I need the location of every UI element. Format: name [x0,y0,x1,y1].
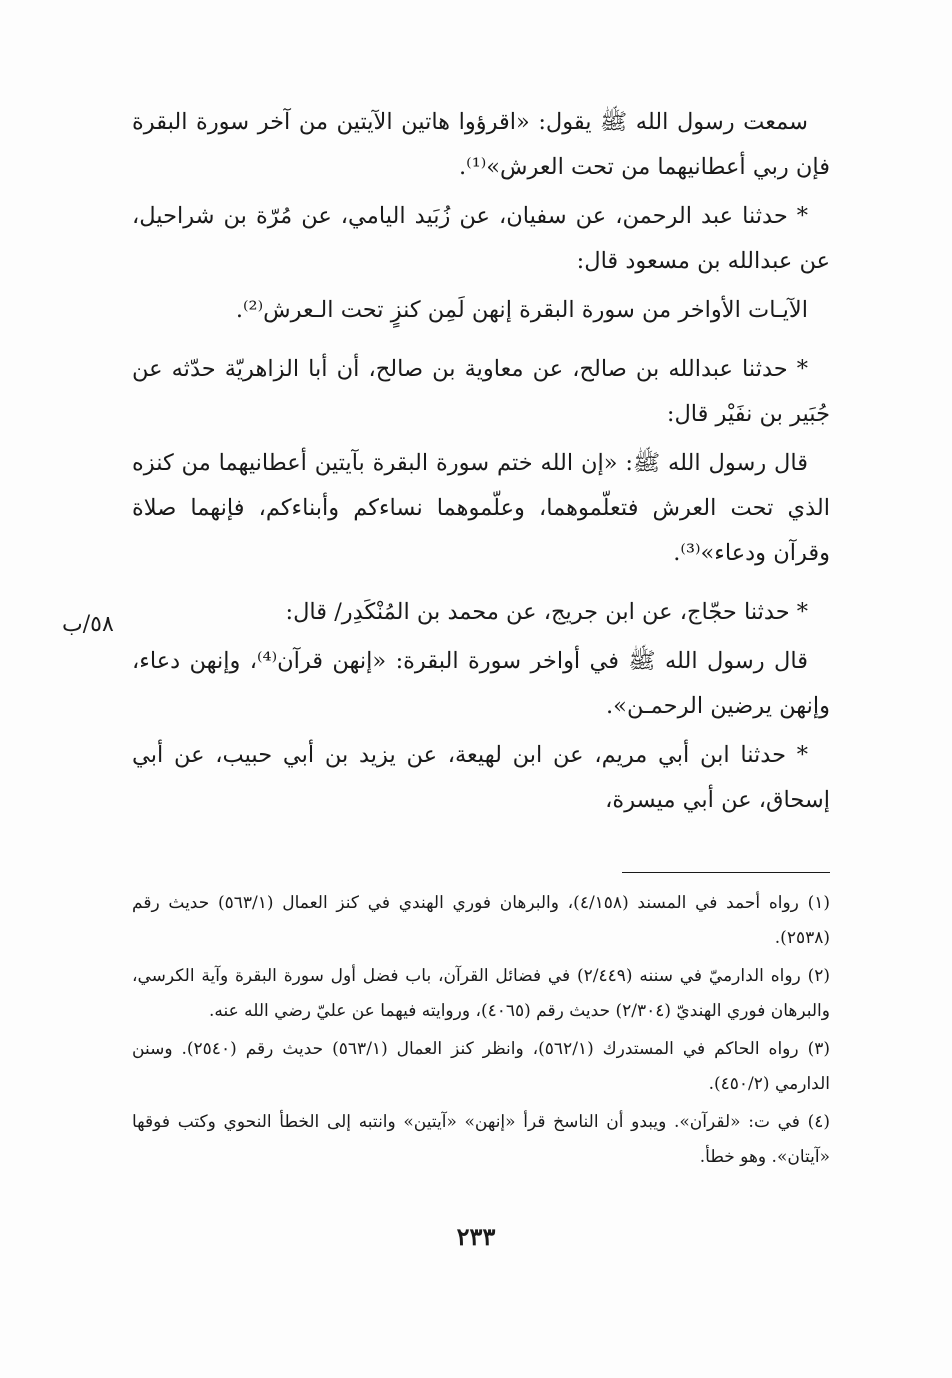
paragraph-2-text: * حدثنا عبد الرحمن، عن سفيان، عن زُبَيد اليامي، عن مُرّة بن شراحيل، عن عبدالله بن مسعود قال: [132,203,830,274]
paragraph-7 [132,639,830,729]
paragraph-3-text: الآيـات الأواخر من سورة البقرة إنهن لَمِن كنزٍ تحت الـعرش⁽²⁾. [235,297,808,323]
paragraph-5 [132,441,830,576]
paragraph-4-text: * حدثنا عبدالله بن صالح، عن معاوية بن صالح، أن أبا الزاهريّة حدّثه عن جُبَير بن نفَيْر قال: [132,356,830,427]
footnote-3: (٣) رواه الحاكم في المستدرك (٥٦٢/١)، وانظر كنز العمال (٥٦٣/١) حديث رقم (٢٥٤٠). وسنن الدارمي (٤٥٠/٢). [132,1039,830,1094]
page-number: ٢٣٣ [456,1222,496,1251]
paragraph-6-text: * حدثنا حجّاج، عن ابن جريج، عن محمد بن المُنْكَدِر/ قال: [285,599,808,625]
footnote-separator [622,872,830,873]
paragraph-1-text: سمعت رسول الله ﷺ يقول: «اقرؤوا هاتين الآيتين من آخر سورة البقرة فإن ربي أعطانيهما من تحت العرش»⁽¹⁾. [132,109,830,180]
paragraph-3 [132,288,830,333]
paragraph-8 [132,733,830,823]
footnotes [132,886,830,1178]
paragraph-7-text: قال رسول الله ﷺ في أواخر سورة البقرة: «إنهن قرآن⁽⁴⁾، وإنهن دعاء، وإنهن يرضين الرحمـن». [132,648,830,719]
paragraph-4 [132,347,830,437]
manuscript-folio-marker: ٥٨/ب [62,612,114,637]
paragraph-6 [132,590,830,635]
paragraph-2 [132,194,830,284]
paragraph-1 [132,100,830,190]
main-text [132,100,830,827]
paragraph-8-text: * حدثنا ابن أبي مريم، عن ابن لهيعة، عن يزيد بن أبي حبيب، عن أبي إسحاق، عن أبي ميسرة، [132,742,830,813]
footnote-1: (١) رواه أحمد في المسند (٤/١٥٨)، والبرهان فوري الهندي في كنز العمال (٥٦٣/١) حديث رقم (٢٥٣٨). [132,893,831,948]
paragraph-5-text: قال رسول الله ﷺ: «إن الله ختم سورة البقرة بآيتين أعطانيهما من كنزه الذي تحت العرش فتعلّموهما، وعلّموهما نساءكم وأبناءكم، فإنهما صلاة وقرآن ودعاء»⁽³⁾. [132,450,830,566]
footnote-4: (٤) في ت: «لقرآن». ويبدو أن الناسخ قرأ «إنهن» «آيتين» وانتبه إلى الخطأ النحوي وكتب فوقها «آيتان». وهو خطأ. [132,1112,830,1167]
footnote-2: (٢) رواه الدارميّ في سننه (٢/٤٤٩) في فضائل القرآن، باب فضل أول سورة البقرة وآية الكرسي، والبرهان فوري الهنديّ (٢/٣٠٤) حديث رقم (٤٠٦٥)، وروايته فيهما عن عليّ رضي الله عنه. [132,966,830,1021]
